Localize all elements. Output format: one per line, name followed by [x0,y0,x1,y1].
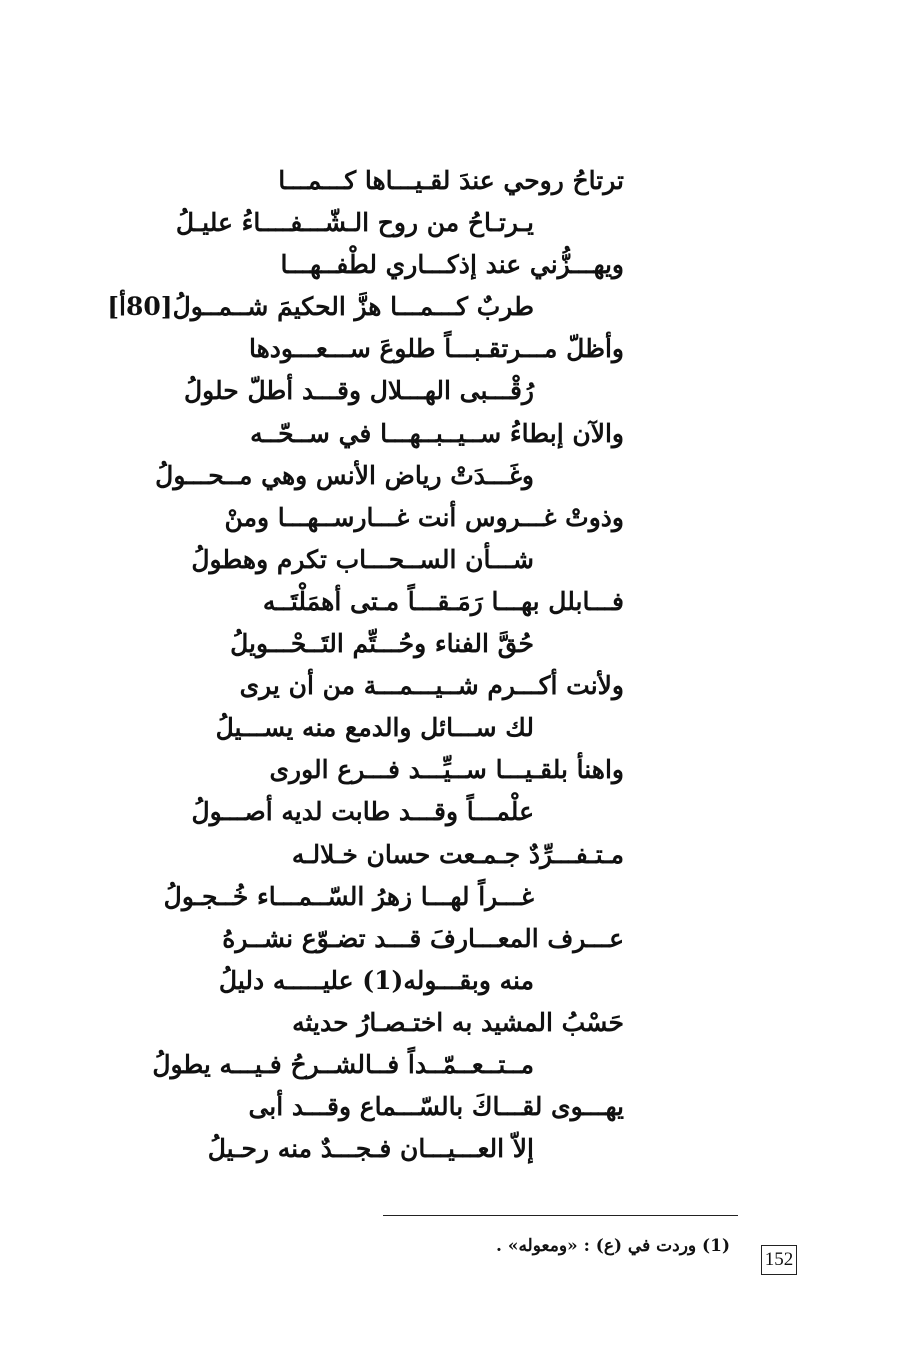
footnote: (1) وردت في (ع) : «ومعوله» . [495,1236,730,1256]
verse-line: فـــابلل بهـــا رَمَـقـــاً مـتى أهمَلْتَــه [262,586,624,616]
verse-line: وأظلّ مـــرتقـبـــاً طلوعَ ســـعـــودها [249,334,624,364]
verse-line: ترتاحُ روحي عندَ لقـيـــاها كـــمـــا [278,166,624,195]
verse-line: ولأنت أكـــرم شــيـــمـــة من أن يرى [239,671,624,701]
verse-line: يـرتـاحُ من روح الـشّـــفــــاءُ عليـلُ [175,208,534,238]
verse-line: لك ســـائل والدمع منه يســـيلُ [215,713,534,743]
verse-line: وذوتْ غـــروس أنت غـــارســهـــا ومنْ [224,502,624,532]
page-number: 152 [761,1245,797,1275]
verse-line: حُقَّ الفناء وحُـــتِّم التَــحْـــويلُ [230,629,534,659]
verse-line: إلاّ العـــيـــان فـجـــدٌ منه رحـيلُ [207,1134,534,1164]
poem [107,160,640,1170]
verse-line: منه وبقـــوله(1) عليـــــه دليلُ [218,965,534,995]
verse-line: واهنأ بلقـيـــا ســيِّـــد فـــرع الورى [269,755,624,785]
verse-line: مــتــعــمّــداً فــالشــرحُ فـيـــه يطولُ [152,1049,534,1079]
verse-line: وغَـــدَتْ رياض الأنس وهي مــحـــولُ [155,460,534,490]
verse-line: حَسْبُ المشيد به اختـصـارُ حديثه [292,1007,624,1037]
verse-line: عـــرف المعـــارفَ قـــد تضـوّع نشــرهُ [222,923,624,953]
verse-line: رُقْـــبى الهـــلال وقـــد أطلّ حلولُ [183,376,534,406]
verse-line: شـــأن الســحـــاب تكرم وهطولُ [191,544,534,574]
verse-line: طربٌ كـــمـــا هزَّ الحكيمَ شــمــولُ[80أ] [107,292,534,322]
verse-line: يهـــوى لقـــاكَ بالسّـــماع وقـــد أبى [248,1092,624,1122]
verse-line: ويهـــزُّني عند إذكـــاري لطْفــهـــا [280,250,624,280]
verse-line: علْمـــاً وقـــد طابت لديه أصـــولُ [191,797,534,827]
verse-line: والآن إبطاءُ ســيــبــهـــا في ســحّــه [250,418,624,448]
footnote-divider [383,1215,738,1216]
verse-line: مـتـفـــرِّدٌ جـمـعت حسان خـلالـه [291,839,624,869]
verse-line: غـــراً لهـــا زهرُ السّــمـــاء خُــجـولُ [163,881,534,911]
